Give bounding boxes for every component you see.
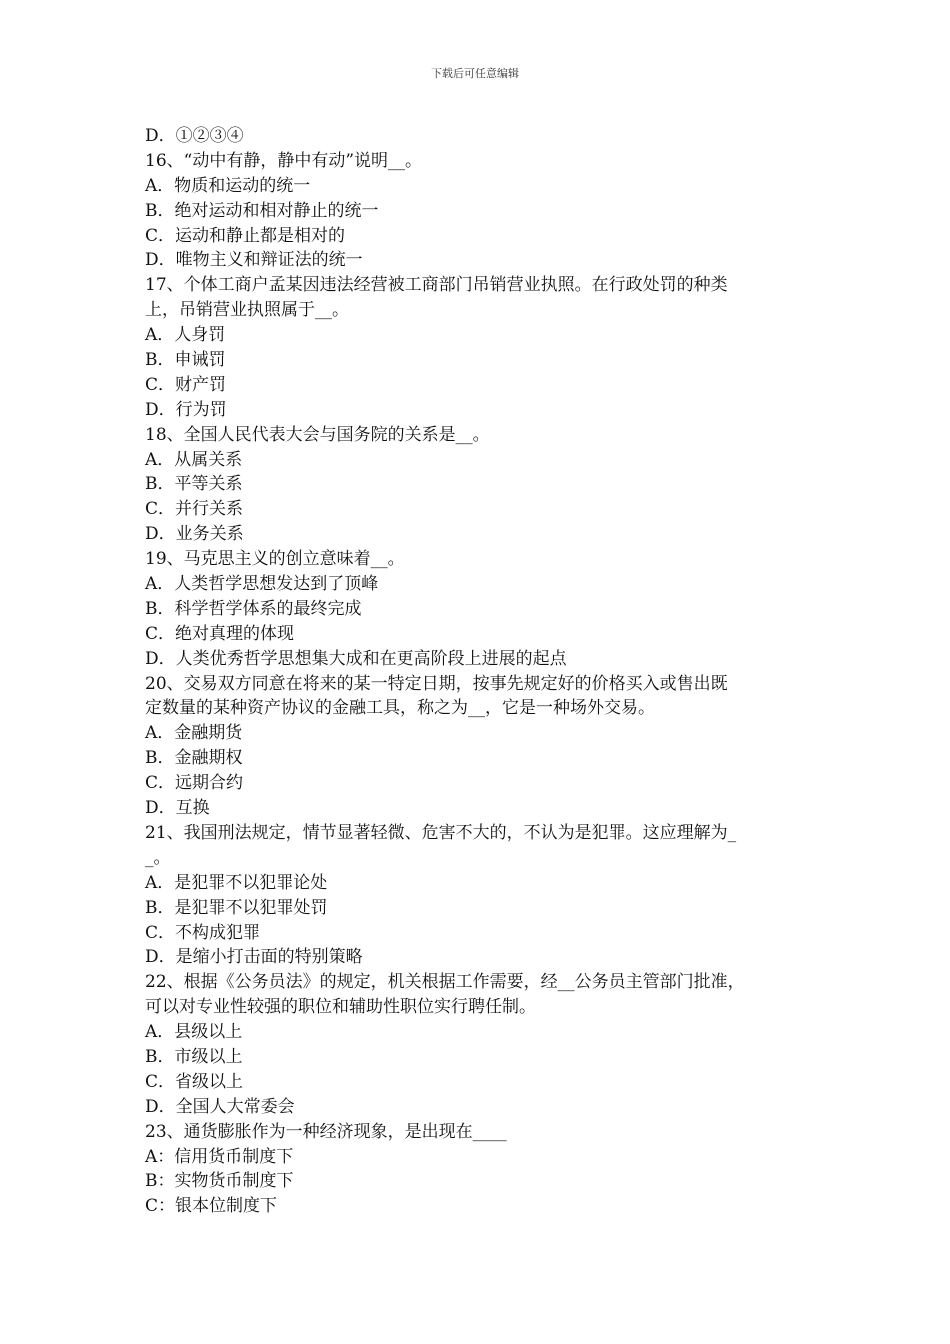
option-line: A．金融期货: [145, 723, 243, 744]
option-line: A．是犯罪不以犯罪论处: [145, 872, 328, 893]
option-line: B．平等关系: [145, 474, 243, 495]
option-line: C．省级以上: [145, 1071, 244, 1092]
option-line: B．科学哲学体系的最终完成: [145, 598, 362, 619]
question-line: 可以对专业性较强的职位和辅助性职位实行聘任制。: [145, 997, 536, 1018]
option-line: C．财产罚: [145, 374, 227, 395]
question-line: 定数量的某种资产协议的金融工具，称之为__，它是一种场外交易。: [145, 698, 655, 719]
option-line: C．运动和静止都是相对的: [145, 225, 346, 246]
page-header: 下载后可任意编辑: [431, 67, 519, 80]
option-line: D．全国人大常委会: [145, 1096, 295, 1117]
option-line: C．不构成犯罪: [145, 922, 261, 943]
question-line: 20、交易双方同意在将来的某一特定日期，按事先规定好的价格买入或售出既: [145, 673, 728, 694]
option-line: A：信用货币制度下: [145, 1146, 294, 1167]
question-line: 16、“动中有静，静中有动”说明__。: [145, 150, 423, 171]
option-line: C：银本位制度下: [145, 1196, 278, 1217]
option-line: D．互换: [145, 798, 210, 819]
question-line: 上，吊销营业执照属于__。: [145, 300, 349, 321]
question-line: 18、全国人民代表大会与国务院的关系是__。: [145, 424, 490, 445]
option-line: A．人身罚: [145, 325, 226, 346]
option-line: B．申诫罚: [145, 350, 226, 371]
option-line: B：实物货币制度下: [145, 1171, 294, 1192]
text-line: D．①②③④: [145, 126, 244, 146]
question-line: 19、马克思主义的创立意味着__。: [145, 549, 405, 570]
option-line: D．人类优秀哲学思想集大成和在更高阶段上进展的起点: [145, 648, 567, 669]
question-line: 17、个体工商户孟某因违法经营被工商部门吊销营业执照。在行政处罚的种类: [145, 275, 728, 296]
option-line: D．行为罚: [145, 399, 227, 420]
option-line: D．是缩小打击面的特别策略: [145, 947, 363, 968]
option-line: B．是犯罪不以犯罪处罚: [145, 897, 328, 918]
option-line: A．县级以上: [145, 1022, 243, 1043]
question-line: 23、通货膨胀作为一种经济现象，是出现在____: [145, 1121, 507, 1142]
option-line: B．市级以上: [145, 1046, 243, 1067]
option-line: A．物质和运动的统一: [145, 175, 311, 196]
option-line: D．业务关系: [145, 524, 244, 545]
option-line: D．唯物主义和辩证法的统一: [145, 250, 363, 271]
option-line: A．人类哲学思想发达到了顶峰: [145, 574, 379, 595]
option-line: C．并行关系: [145, 499, 244, 520]
option-line: A．从属关系: [145, 449, 243, 470]
question-line: _。: [145, 847, 171, 868]
option-line: B．金融期权: [145, 748, 243, 769]
question-line: 22、根据《公务员法》的规定，机关根据工作需要，经__公务员主管部门批准，: [145, 972, 745, 993]
option-line: C．远期合约: [145, 773, 244, 794]
option-line: C．绝对真理的体现: [145, 623, 295, 644]
option-line: B．绝对运动和相对静止的统一: [145, 200, 379, 221]
document-body: [145, 124, 825, 1219]
question-line: 21、我国刑法规定，情节显著轻微、危害不大的，不认为是犯罪。这应理解为_: [145, 822, 737, 843]
